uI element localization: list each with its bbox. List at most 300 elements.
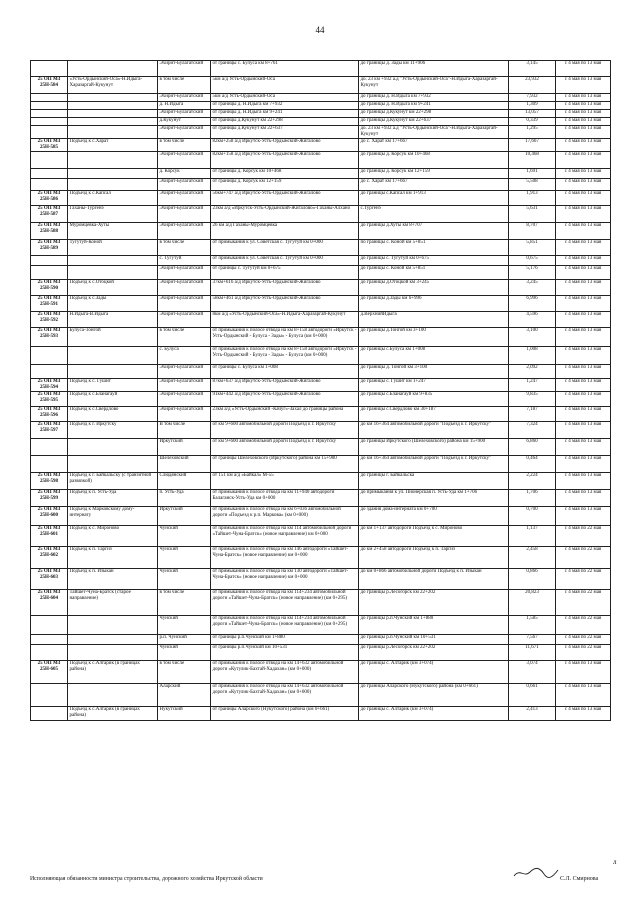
cell-from: 82км+158 а/д Иркутск-Усть-Ордынский-Жигалово [211,152,359,169]
cell-from: от примыкания к полосе отвода на км 114+234 автомобильной дороги «Тайшет-Чуна-Братск» (новое направление) (км 0+295) [211,590,359,616]
cell-date: с 4 мая по 13 мая [556,61,611,77]
cell-to: по границы с. Коной км 5+851 [359,240,509,256]
cell-name [68,102,158,110]
cell-to: до границы д. Зады км 11+906 [359,61,509,77]
cell-date: с 4 мая по 22 мая [556,547,611,569]
cell-len: 4,596 [509,312,556,328]
cell-to: до км 0+866 автомобильной дороги Подъезд к п. Изыкан [359,569,509,590]
cell-name: Подъезд к п. Изыкан [68,569,158,590]
cell-area: Эхирит-Булагатский [158,206,211,223]
footer-signatory-title: Исполняющая обязанности министра строительства, дорожного хозяйства Иркутской области [30,876,263,882]
cell-name: Подъезд к г. Иркутску [68,422,158,439]
cell-to: до границы с.Булуса км 1+008 [359,347,509,365]
cell-to: до границы с. Алтарик (км 3+074) [359,707,509,721]
cell-date: с 4 мая по 22 мая [556,569,611,590]
cell-area: Чунский [158,569,211,590]
cell-area: в том числе [158,328,211,347]
table-row [31,266,611,280]
cell-code: 25 ОП МЗ 25Н-604 [31,590,68,616]
cell-to: до границы с.Свердлово км 30+187 [359,407,509,422]
cell-date: с 4 мая по 13 мая [556,473,611,490]
cell-from: от примыкания к полосе отвода на км 8+158 автодороги «Иркутск - Усть-Ордынский - Булуса - Зады» - Булуса (км 0+000) [211,347,359,365]
cell-to: до границы с. Тугутуй км 0+675 [359,256,509,266]
table-row [31,590,611,616]
cell-to: до границы д.Хуты км 8+707 [359,223,509,240]
cell-date: с 4 мая по 13 мая [556,422,611,439]
cell-name [68,635,158,645]
cell-code [31,110,68,118]
cell-to: до с. Харат км 17+667 [359,139,509,152]
cell-to: до границы д.Тонгой км 3+100 [359,328,509,347]
cell-code [31,118,68,126]
cell-area: в том числе [158,661,211,684]
cell-len: 0,464 [509,456,556,473]
cell-to: до с. Харат км 17+667 [359,179,509,191]
table-row [31,490,611,507]
cell-name: Подъезд к с.Капсал [68,191,158,206]
table-row [31,507,611,526]
cell-area: д. Н.Идыга [158,102,211,110]
cell-area: с. Тугутуй [158,256,211,266]
cell-date: с 4 мая по 13 мая [556,439,611,456]
table-row [31,392,611,407]
cell-area: Эхирит-Булагатский [158,280,211,296]
cell-code [31,61,68,77]
table-row [31,256,611,266]
cell-len: 2,413 [509,707,556,721]
cell-len: 6,996 [509,296,556,312]
cell-to: до границы д. Корсук км 10+468 [359,152,509,169]
cell-area: с. Булуса [158,347,211,365]
cell-to: до границы д. Н.Идыга км 7+932 [359,94,509,102]
cell-name [68,110,158,118]
cell-from: от границы с. Булуса км 8+761 [211,61,359,77]
cell-area: Эхирит-Булагатский [158,94,211,102]
cell-name: Муромцевка-Хуты [68,223,158,240]
cell-to: до км 16+364 автомобильной дороги "Подъезд к г. Иркутску" [359,456,509,473]
cell-name [68,61,158,77]
table-row [31,280,611,296]
cell-code [31,365,68,379]
cell-len: 0,661 [509,684,556,707]
cell-from: от границы д. Корсук км 12+159 [211,179,359,191]
cell-code: 25 ОП МЗ 25Н-594 [31,379,68,392]
table-row [31,102,611,110]
cell-code [31,684,68,707]
cell-date: с 4 мая по 13 мая [556,456,611,473]
cell-name [68,266,158,280]
cell-to: до границы д. Корсук км 12+159 [359,169,509,179]
cell-name [68,456,158,473]
cell-from: от границы д. Корсук км 10+468 [211,169,359,179]
cell-date: с 4 мая по 13 мая [556,490,611,507]
table-row [31,547,611,569]
cell-from: 5км а/д Усть-Ордынский-Оса [211,77,359,94]
cell-to: до границы с. Гушит км 1+247 [359,379,509,392]
cell-date: с 4 мая по 13 мая [556,280,611,296]
cell-area: п. Усть-Уда [158,490,211,507]
cell-code: 25 ОП МЗ 25Н-595 [31,392,68,407]
cell-area: Чунский [158,645,211,661]
road-closure-table [30,60,611,721]
table-row [31,347,611,365]
cell-code [31,616,68,635]
cell-to: до примыкания к ул. Пионерская п. Усть-Уда км 1+706 [359,490,509,507]
cell-code [31,347,68,365]
cell-area: Шелеховский [158,456,211,473]
table-row [31,191,611,206]
cell-code: 25 ОП МЗ 25Н-596 [31,407,68,422]
cell-len: 17,667 [509,139,556,152]
cell-from: от примыкания к полосе отвода на км 146 автодороги «Тайшет-Чуна-Братск» (новое направление) км 0+000 [211,547,359,569]
table-row [31,439,611,456]
cell-area: Иркутский [158,507,211,526]
cell-from: от примыкания к полосе отвода на км 14+632 автомобильной дороги «Кутулик-Бахтай-Хадахан» (км 0+000) [211,684,359,707]
table-row [31,569,611,590]
cell-len: 1,309 [509,102,556,110]
cell-area: Эхирит-Булагатский [158,266,211,280]
cell-area: Чунский [158,616,211,635]
cell-code: 25 ОП МЗ 25Н-589 [31,240,68,256]
cell-name: Н.Идыга-В.Идыга [68,312,158,328]
cell-code: 25 ОП МЗ 25Н-590 [31,280,68,296]
cell-len: 8,707 [509,223,556,240]
cell-area: Эхирит-Булагатский [158,379,211,392]
cell-date: с 4 мая по 13 мая [556,191,611,206]
cell-len: 7,324 [509,422,556,439]
cell-to: до границы д. Н.Идыга км 9+241 [359,102,509,110]
cell-date: с 4 мая по 22 мая [556,590,611,616]
cell-area: Эхирит-Булагатский [158,110,211,118]
table-row [31,206,611,223]
page-number: 44 [315,25,325,35]
cell-date: с 4 мая по 13 мая [556,139,611,152]
table-row [31,94,611,102]
cell-to: до. 23 км +932 а.д "Усть-Ордынский-Оса"-Н.Идыга-Харазаргай-Кукунут [359,126,509,139]
cell-to: до границы г. Байкальска [359,473,509,490]
cell-code: 25 ОП МЗ 25Н-602 [31,547,68,569]
cell-date: с 4 мая по 13 мая [556,365,611,379]
table-row [31,422,611,439]
cell-len: 1,247 [509,379,556,392]
cell-date: с 4 мая по 13 мая [556,94,611,102]
cell-area: Эхирит-Булагатский [158,152,211,169]
cell-from: 23км а/д «Усть-Ордынский -Качуг»-Захал до границы района [211,407,359,422]
cell-name: Подъезд к с.Бланагауй [68,392,158,407]
cell-name: Тугутуй-Коной [68,240,158,256]
table-row [31,645,611,661]
cell-name: Гаханы-Тургенэ [68,206,158,223]
cell-len: 1,913 [509,191,556,206]
cell-to: до границы д.Кукунут км 22+298 [359,110,509,118]
cell-to: до км 2+458 автодороги Подъезд к п. Таргиз [359,547,509,569]
cell-date: с 4 мая по 13 мая [556,379,611,392]
cell-code [31,456,68,473]
cell-area: Эхирит-Булагатский [158,61,211,77]
cell-len: 10,468 [509,152,556,169]
cell-len: 1,295 [509,126,556,139]
cell-code: 25 ОП МЗ 25Н-586 [31,191,68,206]
cell-name: Подъезд к с.Отоцкой [68,280,158,296]
cell-len: 0,339 [509,118,556,126]
table-row [31,110,611,118]
cell-from: от границы д. Н.Идыга км 7+932 [211,102,359,110]
cell-name: Подъезд к п. Усть-Уда [68,490,158,507]
cell-area: Чунский [158,547,211,569]
cell-name [68,169,158,179]
cell-date: с 4 мая по 13 мая [556,179,611,191]
cell-date: с 4 мая по 13 мая [556,77,611,94]
cell-to: до границы с.Бланагауй км 9+835 [359,392,509,407]
cell-date: с 4 мая по 13 мая [556,102,611,110]
cell-code [31,179,68,191]
table-row [31,407,611,422]
table-row [31,77,611,94]
table-row [31,473,611,490]
cell-to: до границы Аларского (Нукутского) района (км 0+661) [359,684,509,707]
cell-date: с 4 мая по 22 мая [556,526,611,547]
cell-from: от км 9+600 автомобильной дороги Подъезд к г. Иркутску [211,439,359,456]
cell-len: 7,567 [509,635,556,645]
cell-len: 23,932 [509,77,556,94]
cell-len: 3,145 [509,61,556,77]
cell-area: Аларский [158,684,211,707]
cell-from: 56км+747 а/д Иркутск-Усть-Ордынский-Жигалово [211,191,359,206]
cell-len: 7,932 [509,94,556,102]
cell-name: Подъезд к п. Таргиз [68,547,158,569]
cell-code: 25 ОП МЗ 25Н-605 [31,661,68,684]
cell-code: 25 ОП МЗ 25Н-591 [31,296,68,312]
cell-date: с 4 мая по 13 мая [556,661,611,684]
table-row [31,661,611,684]
cell-to: до границы р.Лесогорск км 22+202 [359,590,509,616]
cell-from: от примыкания к полосе отвода на км 6+036 автомобильной дороги «Подъезд к р.п. Маркова» (км 0+000) [211,507,359,526]
cell-from: 82км+258 а/д Иркутск-Усть-Ордынский-Жигалово [211,139,359,152]
cell-len: 1,691 [509,169,556,179]
cell-name: Подъезд к с. Мироново [68,526,158,547]
cell-from: от границы Аларского (Нукутского) района (км 0+661) [211,707,359,721]
table-row [31,365,611,379]
corner-mark: л [613,858,617,866]
cell-code [31,102,68,110]
cell-to: до границы с.Капсал км 1+913 [359,191,509,206]
cell-date: с 4 мая по 13 мая [556,126,611,139]
cell-area: Эхирит-Булагатский [158,365,211,379]
table-row [31,152,611,169]
cell-len: 1,137 [509,526,556,547]
cell-area: в том числе [158,590,211,616]
handwritten-signature [512,866,560,880]
cell-from: от границы д.Кукунут км 22+298 [211,118,359,126]
cell-from: от примыкания к ул. Советская с. Тугутуй км 0+000 [211,240,359,256]
cell-code: 25 ОП МЗ 25Н-600 [31,507,68,526]
cell-date: с 4 мая по 13 мая [556,684,611,707]
cell-len: 6,860 [509,439,556,456]
cell-len: 3,245 [509,280,556,296]
cell-len: 1,008 [509,347,556,365]
cell-from: 37км+616 а/д Иркутск-Усть-Ордынский-Жигалово [211,280,359,296]
table-row [31,118,611,126]
cell-from: от 151 км а/д «Байкал» М-55 [211,473,359,490]
cell-name: Булуса-Тонгой [68,328,158,347]
cell-date: с 4 мая по 13 мая [556,296,611,312]
cell-area: Иркутский [158,439,211,456]
cell-from: 8км а/д «Усть-Ордынский-Оса»-Н.Идыга-Харазаргай-Кукунут [211,312,359,328]
cell-date: с 4 мая по 22 мая [556,645,611,661]
table-body [31,61,611,721]
table-row [31,379,611,392]
cell-name [68,118,158,126]
cell-name: Подъезд к с.Свердлово [68,407,158,422]
cell-name: Подъезд к с.Алтарик (в границах района) [68,661,158,684]
cell-from: от примыкания к полосе отвода на км 11+940 автодороги Балаганск-Усть-Уда км 0+000 [211,490,359,507]
cell-len: 2,092 [509,365,556,379]
cell-len: 1,585 [509,616,556,635]
cell-code: 25 ОП МЗ 25Н-601 [31,526,68,547]
cell-area: Эхирит-Булагатский [158,296,211,312]
cell-area: Эхирит-Булагатский [158,312,211,328]
cell-name [68,616,158,635]
cell-len: 0,866 [509,569,556,590]
cell-name [68,645,158,661]
cell-date: с 4 мая по 13 мая [556,240,611,256]
cell-code: 25 ОП МЗ 25Н-585 [31,139,68,152]
cell-code: 25 ОП МЗ 25Н-599 [31,490,68,507]
cell-len: 3,074 [509,661,556,684]
table-row [31,223,611,240]
cell-from: от примыкания к полосе отвода на км 114+234 автомобильной дороги «Тайшет-Чуна-Братск» (новое направление) (км 0+295) [211,616,359,635]
cell-area: Нукутский [158,707,211,721]
cell-name [68,256,158,266]
cell-to: до границы р.п.Чунский км 1+880 [359,616,509,635]
cell-code: 25 ОП МЗ 25Н-587 [31,206,68,223]
cell-date: с 4 мая по 22 мая [556,635,611,645]
cell-name [68,684,158,707]
cell-len: 5,508 [509,179,556,191]
table-row [31,240,611,256]
cell-from: от примыкания к полосе отвода на км 130 автодороги «Тайшет-Чуна-Братск» (новое направление) км 0+000 [211,569,359,590]
cell-len: 7,187 [509,407,556,422]
cell-len: 9,835 [509,392,556,407]
cell-len: 1,706 [509,490,556,507]
cell-code [31,635,68,645]
cell-name: Подъезд к с.Зады [68,296,158,312]
cell-to: до границы д.Зады км 6+996 [359,296,509,312]
cell-date: с 4 мая по 13 мая [556,407,611,422]
cell-from: 23км а/д «Иркутск-Усть-Ордынский-Жигалово»-Гаханы-Алхано [211,206,359,223]
cell-name [68,179,158,191]
cell-len: 2,224 [509,473,556,490]
cell-name [68,439,158,456]
cell-area: Эхирит-Булагатский [158,223,211,240]
table-row [31,126,611,139]
cell-area: Эхирит-Булагатский [158,179,211,191]
cell-len: 5,176 [509,266,556,280]
cell-area: Эхирит-Булагатский [158,191,211,206]
cell-code: 25 ОП МЗ 25Н-588 [31,223,68,240]
table-row [31,328,611,347]
cell-name: Подъезд к Марковскому дому-интернату [68,507,158,526]
cell-len: 5,631 [509,206,556,223]
cell-date: с 4 мая по 13 мая [556,347,611,365]
cell-code: 25 ОП МЗ 25Н-593 [31,328,68,347]
cell-from: 26 км а/д Гаханы-Муромцевка [211,223,359,240]
cell-to: до границы р.Лесогорск км 22+202 [359,645,509,661]
cell-area: Чунский [158,526,211,547]
cell-from: 5км а/д Усть-Ордынский-Оса [211,94,359,102]
cell-from: от границы с. Тугутуй км 0+675 [211,266,359,280]
table-row [31,526,611,547]
cell-name: «Усть-Ордынский-Оса»-Н.Идыга-Харазаргай-Кукунут [68,77,158,94]
cell-code [31,126,68,139]
cell-code [31,94,68,102]
cell-to: до границы р.п.Чунский км 10+531 [359,635,509,645]
cell-len: 11,671 [509,645,556,661]
cell-len: 2,458 [509,547,556,569]
cell-code: 25 ОП МЗ 25Н-603 [31,569,68,590]
cell-area: в том числе [158,77,211,94]
cell-date: с 4 мая по 13 мая [556,110,611,118]
table-row [31,296,611,312]
cell-to: до км 16+364 автомобильной дороги "Подъезд к г. Иркутску" [359,422,509,439]
cell-name [68,126,158,139]
cell-area: в том числе [158,240,211,256]
cell-from: от границы р.п.Чунский км 1+880 [211,635,359,645]
cell-code [31,707,68,721]
cell-code: 25 ОП МЗ 25Н-584 [31,77,68,94]
cell-date: с 4 мая по 13 мая [556,256,611,266]
cell-name: Тайшет-Чуна-Братск (старое направление) [68,590,158,616]
table-row [31,61,611,77]
table-row [31,179,611,191]
cell-code: 25 ОП МЗ 25Н-598 [31,473,68,490]
cell-date: с 4 мая по 13 мая [556,223,611,240]
cell-date: с 4 мая по 13 мая [556,152,611,169]
cell-name [68,152,158,169]
cell-area: Эхирит-Булагатский [158,407,211,422]
cell-from: от границы с. Булуса км 1+008 [211,365,359,379]
cell-from: от примыкания к полосе отвода на км 14+632 автомобильной дороги «Кутулик-Бахтай-Хадахан» (км 0+000) [211,661,359,684]
cell-area: Эхирит-Булагатский [158,126,211,139]
cell-code: 25 ОП МЗ 25Н-597 [31,422,68,439]
cell-len: 0,700 [509,507,556,526]
cell-date: с 4 мая по 13 мая [556,328,611,347]
cell-len: 3,100 [509,328,556,347]
cell-date: с 4 мая по 13 мая [556,507,611,526]
cell-to: до км 1+137 автодороги Подъезд к с. Мироново [359,526,509,547]
cell-to: до границы д.Кукунут км 22+637 [359,118,509,126]
cell-code [31,256,68,266]
cell-name [68,347,158,365]
cell-date: с 4 мая по 13 мая [556,266,611,280]
cell-name: Подъезд к с.Алтарик (в границах района) [68,707,158,721]
cell-from: от границы д. Н.Идыга км 9+241 [211,110,359,118]
cell-from: 87км+637 а/д Иркутск-Усть-Ордынский-Жигалово [211,379,359,392]
table-row [31,139,611,152]
cell-to: до границы д. Тонгой км 3+100 [359,365,509,379]
cell-len: 13,057 [509,110,556,118]
cell-date: с 4 мая по 13 мая [556,206,611,223]
table-row [31,616,611,635]
cell-len: 0,675 [509,256,556,266]
cell-from: от примыкания к полосе отвода на км 114 автомобильной дороги «Тайшет-Чуна-Братск» (новое направление) км 0+000 [211,526,359,547]
table-row [31,312,611,328]
cell-name: Подъезд к г. Байкальску (с транзитной развязкой) [68,473,158,490]
table-row [31,169,611,179]
cell-to: до границы д.Отоцкой км 3+245 [359,280,509,296]
cell-name [68,365,158,379]
cell-to: с.Тургенэ [359,206,509,223]
